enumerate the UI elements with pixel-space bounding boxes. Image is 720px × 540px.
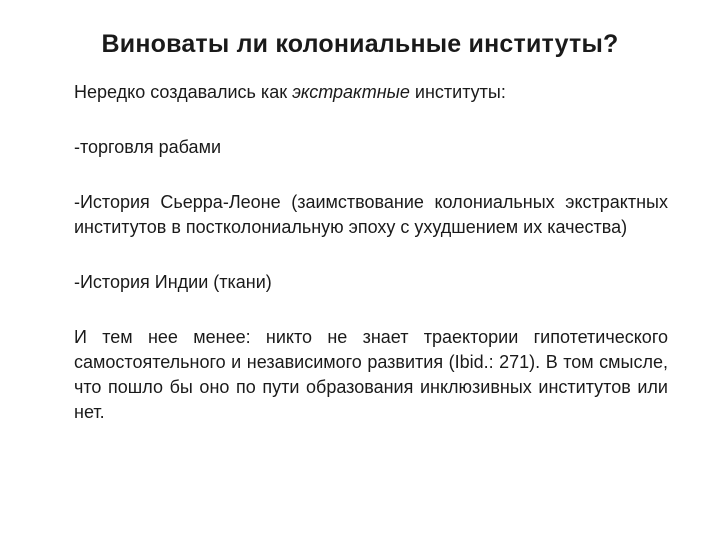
slide-title: Виноваты ли колониальные институты? [101,30,619,58]
conclusion-paragraph: И тем нее менее: никто не знает траектории гипотетического самостоятельного и независимого развития (Ibid.: 271). В том смысле, что пошло бы оно по пути образования инклюзивных институтов или нет. [74,327,668,422]
intro-text-after: институты: [409,82,506,102]
list-item-sierra-leone: -История Сьерра-Леоне (заимствование колониальных экстрактных институтов в постколониальную эпоху с ухудшением их качества) [74,192,668,237]
slide-body [74,80,668,425]
list-item-slave-trade: -торговля рабами [74,137,221,157]
intro-paragraph [74,80,668,105]
list-item-india: -История Индии (ткани) [74,272,272,292]
intro-emphasis: экстрактные [292,82,410,102]
intro-text-before: Нередко создавались как [74,82,293,102]
